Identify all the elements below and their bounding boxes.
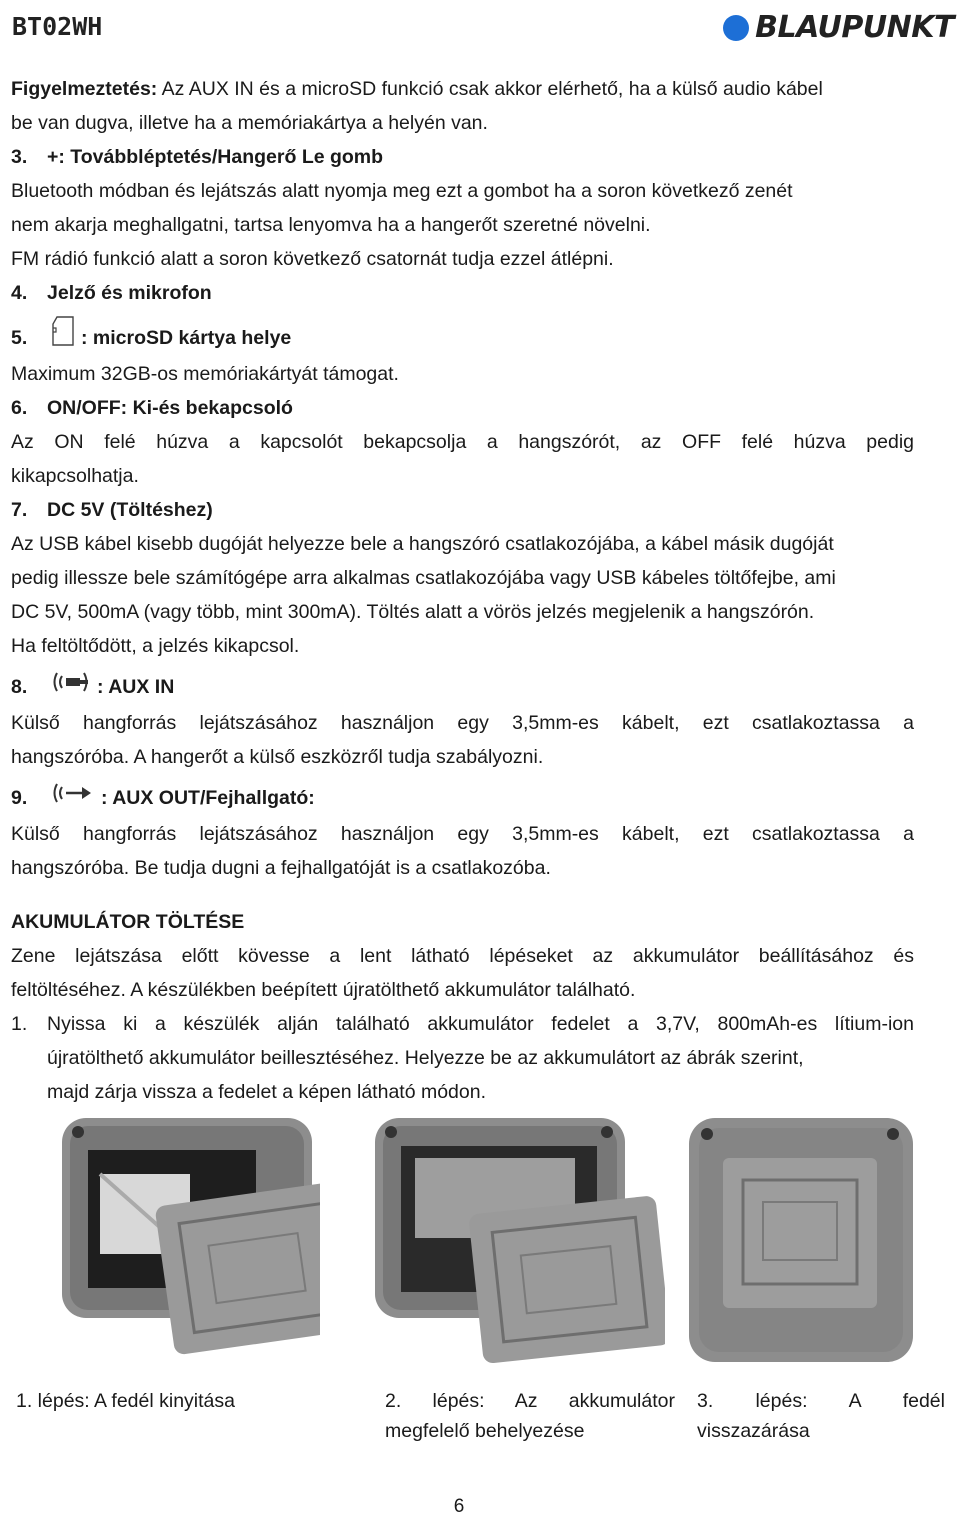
warning-label: Figyelmeztetés:: [11, 78, 158, 100]
brand-logo: [723, 10, 954, 45]
item7-text: Ha feltöltődött, a jelzés kikapcsol.: [11, 635, 300, 657]
item6-text-2: kikapcsolhatja.: [11, 465, 139, 487]
battery-step-1-text: majd zárja vissza a fedelet a képen látható módon.: [47, 1081, 487, 1103]
item7-heading: 7. DC 5V (Töltéshez): [11, 499, 213, 521]
page-number: 6: [453, 1496, 465, 1517]
brand-name: BLAUPUNKT: [755, 10, 954, 45]
aux-in-icon: [51, 669, 91, 706]
battery-heading: AKUMULÁTOR TÖLTÉSE: [11, 911, 245, 933]
item7-text: DC 5V, 500mA (vagy több, mint 300mA). Töltés alatt a vörös jelzés megjelenik a hangszórón.: [11, 601, 815, 623]
battery-step-1: 1. Nyissa ki a készülék alján található akkumulátor fedelet a 3,7V, 800mAh-es lítium-ion: [11, 1013, 914, 1035]
battery-intro-2: feltöltéséhez. A készülékben beépített újratölthető akkumulátor található.: [11, 979, 636, 1001]
brand-dot-icon: [723, 15, 749, 41]
item7-text: Az USB kábel kisebb dugóját helyezze bele a hangszóró csatlakozójába, a kábel másik dugóját: [11, 533, 834, 555]
item5-text: Maximum 32GB-os memóriakártyát támogat.: [11, 363, 399, 385]
step2-photo: [375, 1114, 665, 1364]
item3-text: nem akarja meghallgatni, tartsa lenyomva ha a hangerőt szeretné növelni.: [11, 214, 651, 236]
manual-body: [11, 72, 914, 1109]
item4-heading: 4. Jelző és mikrofon: [11, 282, 212, 304]
item9-heading: 9. : AUX OUT/Fejhallgató:: [11, 780, 914, 817]
warning-line: Figyelmeztetés: Az AUX IN és a microSD funkció csak akkor elérhető, ha a külső audio kábel: [11, 78, 823, 100]
item7-text: pedig illessze bele számítógépe arra alkalmas csatlakozójába vagy USB kábeles töltőfejbe, ami: [11, 567, 836, 589]
item6-heading: 6. ON/OFF: Ki-és bekapcsoló: [11, 397, 293, 419]
item9-text: Külső hangforrás lejátszásához használjon egy 3,5mm-es kábelt, ezt csatlakoztassa a: [11, 823, 914, 845]
step3-photo: [687, 1114, 917, 1364]
item9-text-2: hangszóróba. Be tudja dugni a fejhallgatóját is a csatlakozóba.: [11, 857, 551, 879]
battery-steps-photos: [60, 1114, 920, 1364]
item3-text: FM rádió funkció alatt a soron következő csatornát tudja ezzel átlépni.: [11, 248, 614, 270]
battery-step-1-text: újratölthető akkumulátor beillesztéséhez. Helyezze be az akkumulátort az ábrák szerint,: [47, 1047, 804, 1069]
sd-card-icon: [51, 316, 75, 357]
caption-step-1: 1. lépés: A fedél kinyitása: [16, 1390, 235, 1412]
item5-heading: 5. : microSD kártya helye: [11, 316, 914, 357]
caption-step-2: 2. lépés: Az akkumulátor megfelelő behelyezése: [385, 1390, 675, 1442]
step1-photo: [60, 1114, 320, 1364]
model-name: BT02WH: [12, 12, 103, 41]
aux-out-icon: [51, 780, 95, 817]
item8-heading: 8. : AUX IN: [11, 669, 914, 706]
battery-intro: Zene lejátszása előtt kövesse a lent látható lépéseket az akkumulátor beállításához és: [11, 945, 914, 967]
warning-line-2: be van dugva, illetve ha a memóriakártya a helyén van.: [11, 112, 488, 134]
item3-heading: 3. +: Továbbléptetés/Hangerő Le gomb: [11, 146, 384, 168]
item6-text: Az ON felé húzva a kapcsolót bekapcsolja a hangszórót, az OFF felé húzva pedig: [11, 431, 914, 453]
item3-text: Bluetooth módban és lejátszás alatt nyomja meg ezt a gombot ha a soron következő zenét: [11, 180, 793, 202]
item8-text-2: hangszóróba. A hangerőt a külső eszközről tudja szabályozni.: [11, 746, 544, 768]
item8-text: Külső hangforrás lejátszásához használjon egy 3,5mm-es kábelt, ezt csatlakoztassa a: [11, 712, 914, 734]
caption-step-3: 3. lépés: A fedél visszazárása: [697, 1390, 945, 1442]
